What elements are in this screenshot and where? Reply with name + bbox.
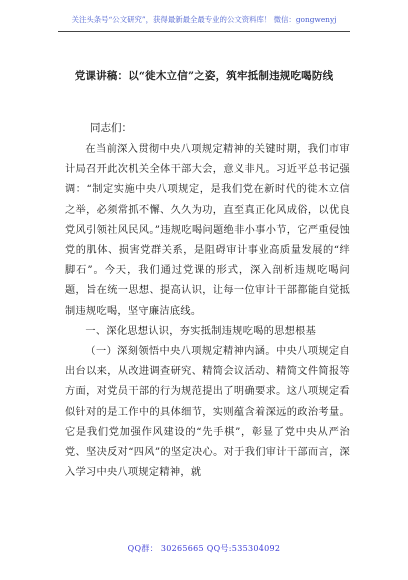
footer-contact: QQ群： 30265665 QQ号:535304092 bbox=[127, 544, 281, 553]
section-heading: 一、深化思想认识，夯实抵制违规吃喝的思想根基 bbox=[85, 325, 317, 337]
salutation: 同志们： bbox=[90, 122, 132, 134]
header-promo-note: 关注头条号“公文研究”，获得最新最全最专业的公文资料库！ 微信：gongwenyj bbox=[71, 15, 337, 24]
document-body bbox=[65, 140, 350, 483]
header-divider bbox=[58, 31, 350, 32]
intro-paragraph: 在当前深入贯彻中央八项规定精神的关键时期，我们市审计局召开此次机关全体干部大会，意义非凡。习近平总书记强调：“制定实施中央八项规定，是我们党在新时代的徙木立信之举，必须常抓不懈、久久为功，直至真正化风成俗，以优良党风引领社风民风。”违规吃喝问题绝非小事小节，它严重侵蚀党的肌体、损害党群关系，是阻碍审计事业高质量发展的“绊脚石”。今天，我们通过党课的形式，深入剖析违规吃喝问题，旨在统一思想、提高认识，让每一位审计干部都能自觉抵制违规吃喝，坚守廉洁底线。 bbox=[65, 144, 350, 317]
document-title: 党课讲稿：以“徙木立信”之姿，筑牢抵制违规吃喝防线 bbox=[74, 70, 334, 82]
subsection-paragraph: （一）深刻领悟中央八项规定精神内涵。中央八项规定自出台以来，从改进调查研究、精简会议活动、精简文件简报等方面，对党员干部的行为规范提出了明确要求。这八项规定看似针对的是工作中的具体细节，实则蕴含着深远的政治考量。它是我们党加强作风建设的“先手棋”，彰显了党中央从严治党、坚决反对“四风”的坚定决心。对于我们审计干部而言，深入学习中央八项规定精神，就 bbox=[65, 346, 350, 479]
